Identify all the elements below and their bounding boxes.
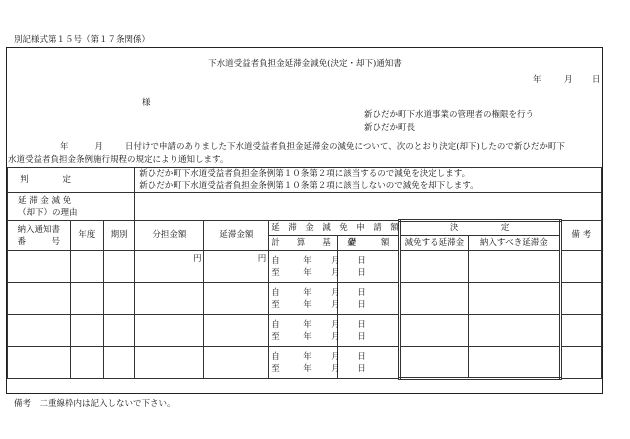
header-remarks: 備 考 xyxy=(560,221,601,251)
body-text-line-2: 水道受益者負担金条例施行規程の規定により通知します。 xyxy=(8,155,229,165)
judgment-label: 判 定 xyxy=(8,168,135,193)
table-row xyxy=(8,283,602,315)
reason-field xyxy=(135,193,602,221)
document-title: 下水道受益者負担金延滞金減免(決定・却下)通知書 xyxy=(208,59,402,69)
share-amount-cell: 円 xyxy=(135,251,204,283)
issuer-line-1: 新ひだか町下水道事業の管理者の権限を行う xyxy=(364,110,535,120)
period-cell: 自 年 月 日 至 年 月 日 xyxy=(269,283,338,315)
date-day: 日 xyxy=(592,75,601,85)
table-row xyxy=(8,347,602,379)
footnote: 備考 二重線枠内は記入しないで下さい。 xyxy=(14,399,176,409)
header-reduced-late-fee: 減免する延滞金 xyxy=(399,236,468,251)
header-share-amount: 分担金額 xyxy=(135,221,204,251)
date-year: 年 xyxy=(533,75,542,85)
header-amount: 金 額 xyxy=(338,236,399,251)
reason-label: 延 滞 金 減 免 （却下）の理由 xyxy=(8,193,135,221)
header-installment: 期別 xyxy=(104,221,135,251)
issuer-line-2: 新ひだか町長 xyxy=(364,123,416,133)
body-text-line-1: 年 月 日付けで申請のありました下水道受益者負担金延滞金の減免について、次のとおり決定(却下)したので新ひだか町下 xyxy=(60,142,565,152)
date-month: 月 xyxy=(564,75,573,85)
header-payable-late-fee: 納入すべき延滞金 xyxy=(469,236,561,251)
table-row xyxy=(8,251,602,283)
header-application-group: 延 滞 金 減 免 申 請 額 xyxy=(269,221,400,236)
judgment-option-reject: 新ひだか町下水道受益者負担金条例第１０条第２項に該当しないので減免を却下します。 xyxy=(139,181,479,191)
header-fiscal-year: 年度 xyxy=(70,221,103,251)
notice-table xyxy=(7,167,602,380)
header-calc-basis: 計 算 基 礎 xyxy=(269,236,338,251)
judgment-options xyxy=(135,168,602,193)
header-notice-number: 納入通知書 番 号 xyxy=(8,221,71,251)
period-cell: 自 年 月 日 至 年 月 日 xyxy=(269,251,338,283)
table-row xyxy=(8,315,602,347)
period-cell: 自 年 月 日 至 年 月 日 xyxy=(269,315,338,347)
judgment-option-approve: 新ひだか町下水道受益者負担金条例第１０条第２項に該当するので減免を決定します。 xyxy=(139,169,471,179)
form-number-label: 別記様式第１５号（第１７条関係） xyxy=(14,35,151,45)
addressee-suffix: 様 xyxy=(142,98,151,108)
header-decision-group: 決 定 xyxy=(399,221,560,236)
late-fee-cell: 円 xyxy=(204,251,269,283)
period-cell: 自 年 月 日 至 年 月 日 xyxy=(269,347,338,379)
header-late-fee: 延滞金額 xyxy=(204,221,269,251)
